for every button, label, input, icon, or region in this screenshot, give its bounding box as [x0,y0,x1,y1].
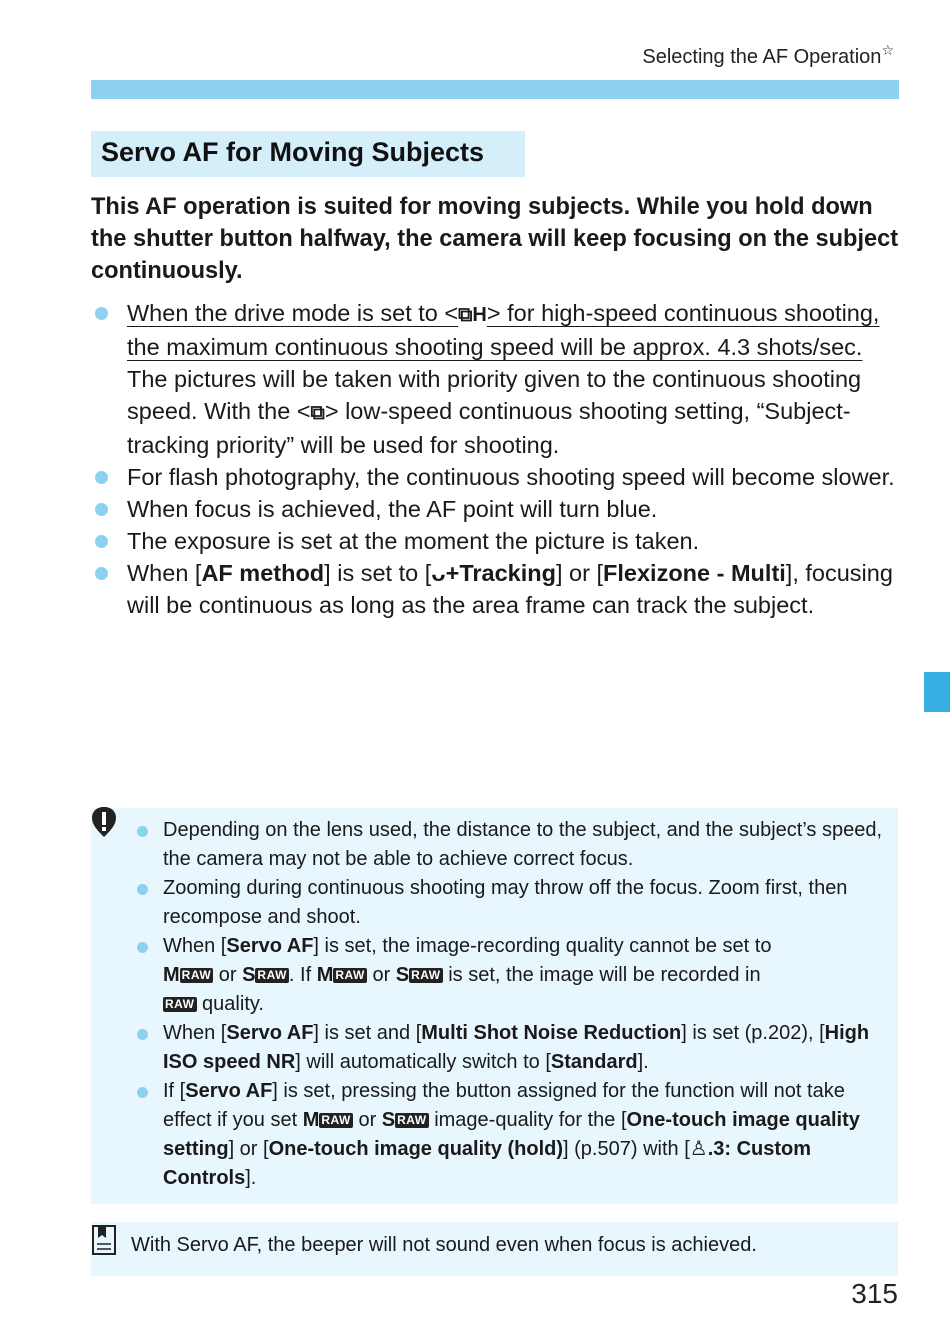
caution-icon [89,806,119,838]
caution-text: Zooming during continuous shooting may throw off the focus. Zoom first, then recompose and shoot. [163,877,848,928]
m-raw-icon: M RAW [316,964,365,986]
caution-text: ] is set, the image-recording quality cannot be set to [313,935,772,957]
list-item [91,525,903,557]
list-item [91,493,903,525]
bullet-text: ] is set to [ [324,560,432,586]
list-item [91,297,903,461]
raw-icon: RAW [165,997,195,1011]
bullet-icon [137,826,148,837]
menu-term: AF method [201,560,325,586]
bullet-text: ], focusing will be continuous as long as the area frame can track the subject. [127,560,893,618]
bullet-text: > low-speed continuous shooting setting, “Subject-tracking priority” will be used for shooting. [127,398,851,458]
menu-term: High ISO speed NR [163,1022,870,1073]
menu-term: Servo AF [185,1080,273,1102]
list-item: When [Servo AF] is set and [Multi Shot Noise Reduction] is set (p.202), [High ISO speed NR] will automatically switch to [Standard]. [137,1019,892,1077]
menu-term: Standard [550,1051,638,1073]
page-number: 315 [851,1278,898,1309]
header-bar [91,80,899,99]
bullet-icon [95,535,108,548]
note-icon [91,1224,117,1256]
drive-high-speed-icon: ⧉H [458,304,487,326]
s-raw-icon: S RAW [381,1109,427,1131]
bullet-icon [95,567,108,580]
caution-text: Depending on the lens used, the distance to the subject, and the subject’s speed, the camera may not be able to achieve correct focus. [163,819,883,870]
menu-term: Servo AF [226,1022,314,1044]
list-item [137,816,892,874]
bullet-icon [137,942,148,953]
face-tracking-term: ᴗ+Tracking [431,560,556,586]
menu-term: Flexizone - Multi [603,560,786,586]
bullet-icon [95,307,108,320]
list-item [91,461,903,493]
list-item: When [Servo AF] is set, the image-recording quality cannot be set to M RAW or S RAW . If M RAW or S RAW is set, the image will be recorded in RAW quality. [137,932,892,1019]
caution-text: When [ [163,935,227,957]
bullet-text: When focus is achieved, the AF point will turn blue. [127,496,658,522]
menu-term: One-touch image quality setting [163,1109,860,1160]
bullet-icon [95,503,108,516]
menu-term: One-touch image quality (hold) [268,1138,564,1160]
list-item [91,557,903,621]
list-item [137,874,892,932]
chapter-tab [924,672,950,712]
custom-menu-icon: ♙ [689,1138,708,1160]
bullet-text: > for high-speed continuous shooting, the maximum continuous shooting speed will be approx. 4.3 shots/sec. [127,300,880,360]
bullet-text: ] or [ [556,560,604,586]
bullet-icon [137,1087,148,1098]
intro-paragraph: This AF operation is suited for moving subjects. While you hold down the shutter button halfway, the camera will keep focusing on the subject continuously. [91,194,899,284]
bullet-list [91,297,903,621]
bullet-text: The pictures will be taken with priority given to the continuous shooting speed. With the < [127,366,862,424]
note-text: With Servo AF, the beeper will not sound even when focus is achieved. [131,1234,757,1256]
menu-term: Multi Shot Noise Reduction [421,1022,682,1044]
bullet-icon [95,471,108,484]
m-raw-icon: M RAW [163,964,212,986]
bullet-text: The exposure is set at the moment the picture is taken. [127,528,700,554]
m-raw-icon: M RAW [302,1109,351,1131]
bullet-icon [137,884,148,895]
custom-controls-term: ♙.3: Custom Controls [163,1138,812,1189]
list-item: If [Servo AF] is set, pressing the button assigned for the function will not take effect if you set M RAW or S RAW image-quality for the [One-touch image quality setting] or [One-touch image quality (hold)] (p.507) with [♙.3: Custom Controls]. [137,1077,892,1193]
bullet-text: When [ [127,560,202,586]
bullet-text: For flash photography, the continuous shooting speed will become slower. [127,464,895,490]
bullet-icon [137,1029,148,1040]
menu-term: Servo AF [226,935,314,957]
underlined-text [127,300,879,360]
bullet-text: When the drive mode is set to < [127,300,459,326]
star-icon: ☆ [881,42,894,58]
s-raw-icon: S RAW [242,964,287,986]
s-raw-icon: S RAW [395,964,441,986]
section-title: Servo AF for Moving Subjects [91,131,525,177]
drive-low-speed-icon: ⧉ [310,402,325,424]
caution-list [137,816,892,1193]
running-header [642,42,894,69]
header-title: Selecting the AF Operation [642,46,882,68]
